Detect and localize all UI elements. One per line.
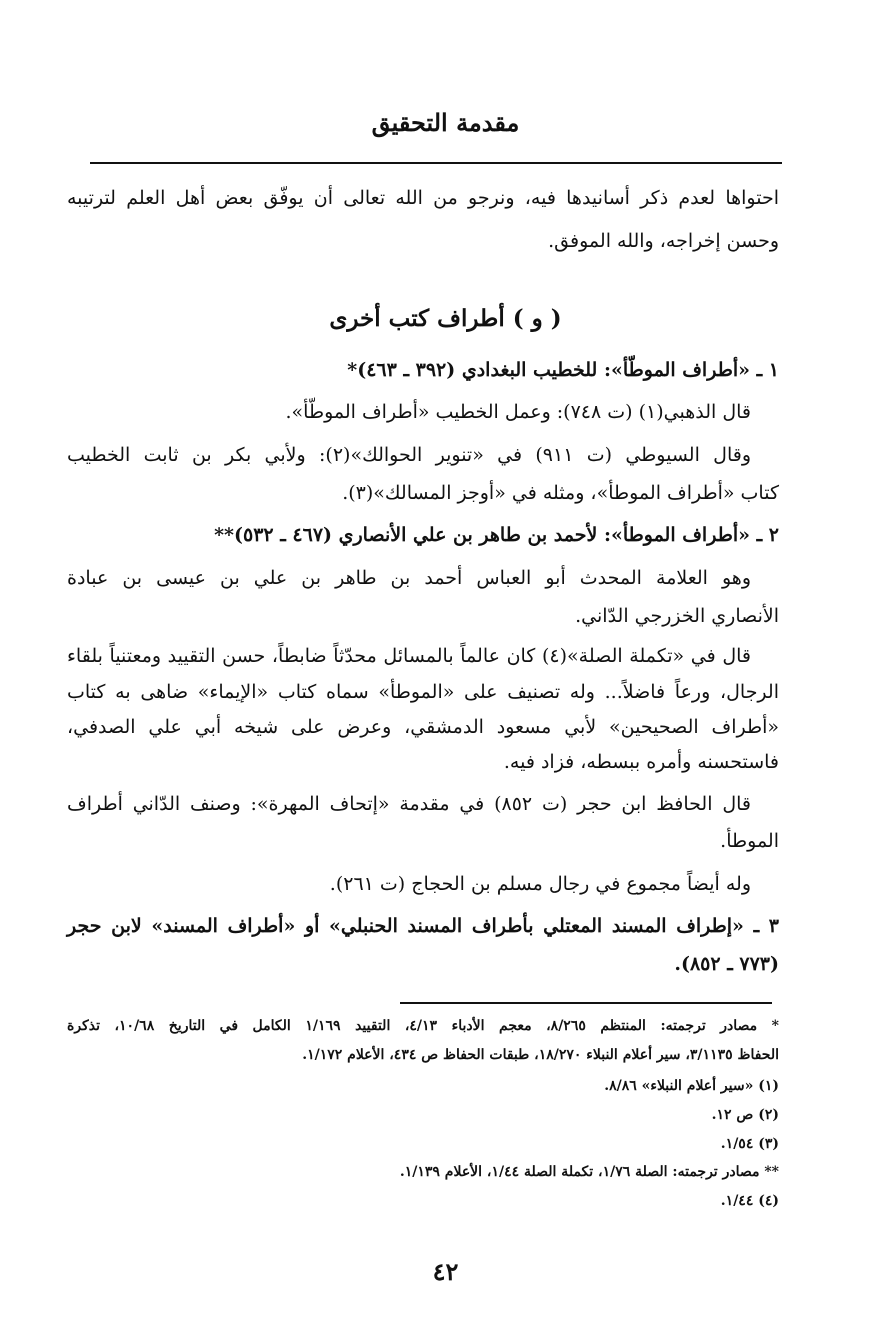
footnote-3: (٣) ١/٥٤.: [720, 1136, 779, 1152]
footnote-2: (٢) ص ١٢.: [711, 1107, 779, 1123]
item-2-paragraph-3-line-2: الموطأ.: [720, 830, 779, 852]
footnote-divider: [400, 1002, 772, 1004]
item-2-paragraph-4: وله أيضاً مجموع في رجال مسلم بن الحجاج (ت ٢٦١).: [329, 873, 751, 895]
item-2-paragraph-2-line-2: الرجال، ورعاً فاضلاً... وله تصنيف على «الموطأ» سماه كتاب «الإيماء» ضاهى به كتاب: [67, 681, 779, 703]
item-2-paragraph-2-line-1: قال في «تكملة الصلة»(٤) كان عالماً بالمسائل محدّثاً ضابطاً، حسن التقييد ومعتنياً بلقاء: [67, 645, 751, 667]
footnote-4: (٤) ١/٤٤.: [720, 1193, 779, 1209]
footnote-star-1-line-1: * مصادر ترجمته: المنتظم ٨/٢٦٥، معجم الأدباء ٤/١٣، التقييد ١/١٦٩ الكامل في التاريخ ١٠/٦٨، تذكرة: [67, 1018, 780, 1034]
item-1-paragraph-2-line-1: وقال السيوطي (ت ٩١١) في «تنوير الحوالك»(٢): ولأبي بكر بن ثابت الخطيب: [67, 444, 752, 466]
item-1-paragraph-2-line-2: كتاب «أطراف الموطأ»، ومثله في «أوجز المسالك»(٣).: [342, 482, 779, 504]
item-2-paragraph-1-line-2: الأنصاري الخزرجي الدّاني.: [575, 605, 779, 627]
intro-line-1: احتواها لعدم ذكر أسانيدها فيه، ونرجو من الله تعالى أن يوفّق بعض أهل العلم لترتيبه: [67, 187, 779, 209]
footnote-star-2: ** مصادر ترجمته: الصلة ١/٧٦، تكملة الصلة ١/٤٤، الأعلام ١/١٣٩.: [399, 1164, 779, 1180]
item-2-paragraph-2-line-4: فاستحسنه وأمره ببسطه، فزاد فيه.: [503, 751, 779, 773]
item-2-heading: ٢ ـ «أطراف الموطأ»: لأحمد بن طاهر بن علي الأنصاري (٤٦٧ ـ ٥٣٢)**: [214, 524, 779, 546]
header-divider: [90, 162, 782, 164]
item-2-paragraph-1-line-1: وهو العلامة المحدث أبو العباس أحمد بن طاهر بن علي بن عيسى بن عبادة: [67, 567, 751, 589]
footnote-1: (١) «سير أعلام النبلاء» ٨/٨٦.: [604, 1078, 779, 1094]
item-2-paragraph-3-line-1: قال الحافظ ابن حجر (ت ٨٥٢) في مقدمة «إتحاف المهرة»: وصنف الدّاني أطراف: [67, 793, 752, 815]
section-title: ( و ) أطراف كتب أخرى: [329, 305, 562, 332]
item-2-paragraph-2-line-3: «أطراف الصحيحين» لأبي مسعود الدمشقي، وعرض على شيخه أبي علي الصدفي،: [67, 716, 779, 738]
item-3-heading-line-2: (٧٧٣ ـ ٨٥٢).: [674, 953, 779, 975]
footnote-star-1-line-2: الحفاظ ٣/١١٣٥، سير أعلام النبلاء ١٨/٢٧٠، طبقات الحفاظ ص ٤٣٤، الأعلام ١/١٧٢.: [302, 1047, 779, 1063]
item-3-heading-line-1: ٣ ـ «إطراف المسند المعتلي بأطراف المسند الحنبلي» أو «أطراف المسند» لابن حجر: [67, 915, 779, 937]
page-number: ٤٢: [432, 1257, 459, 1286]
item-1-paragraph-1: قال الذهبي(١) (ت ٧٤٨): وعمل الخطيب «أطراف الموطّأ».: [285, 401, 751, 423]
page-header-title: مقدمة التحقيق: [371, 108, 520, 137]
item-1-heading: ١ ـ «أطراف الموطّأ»: للخطيب البغدادي (٣٩٢ ـ ٤٦٣)*: [347, 359, 779, 381]
intro-line-2: وحسن إخراجه، والله الموفق.: [548, 230, 779, 252]
